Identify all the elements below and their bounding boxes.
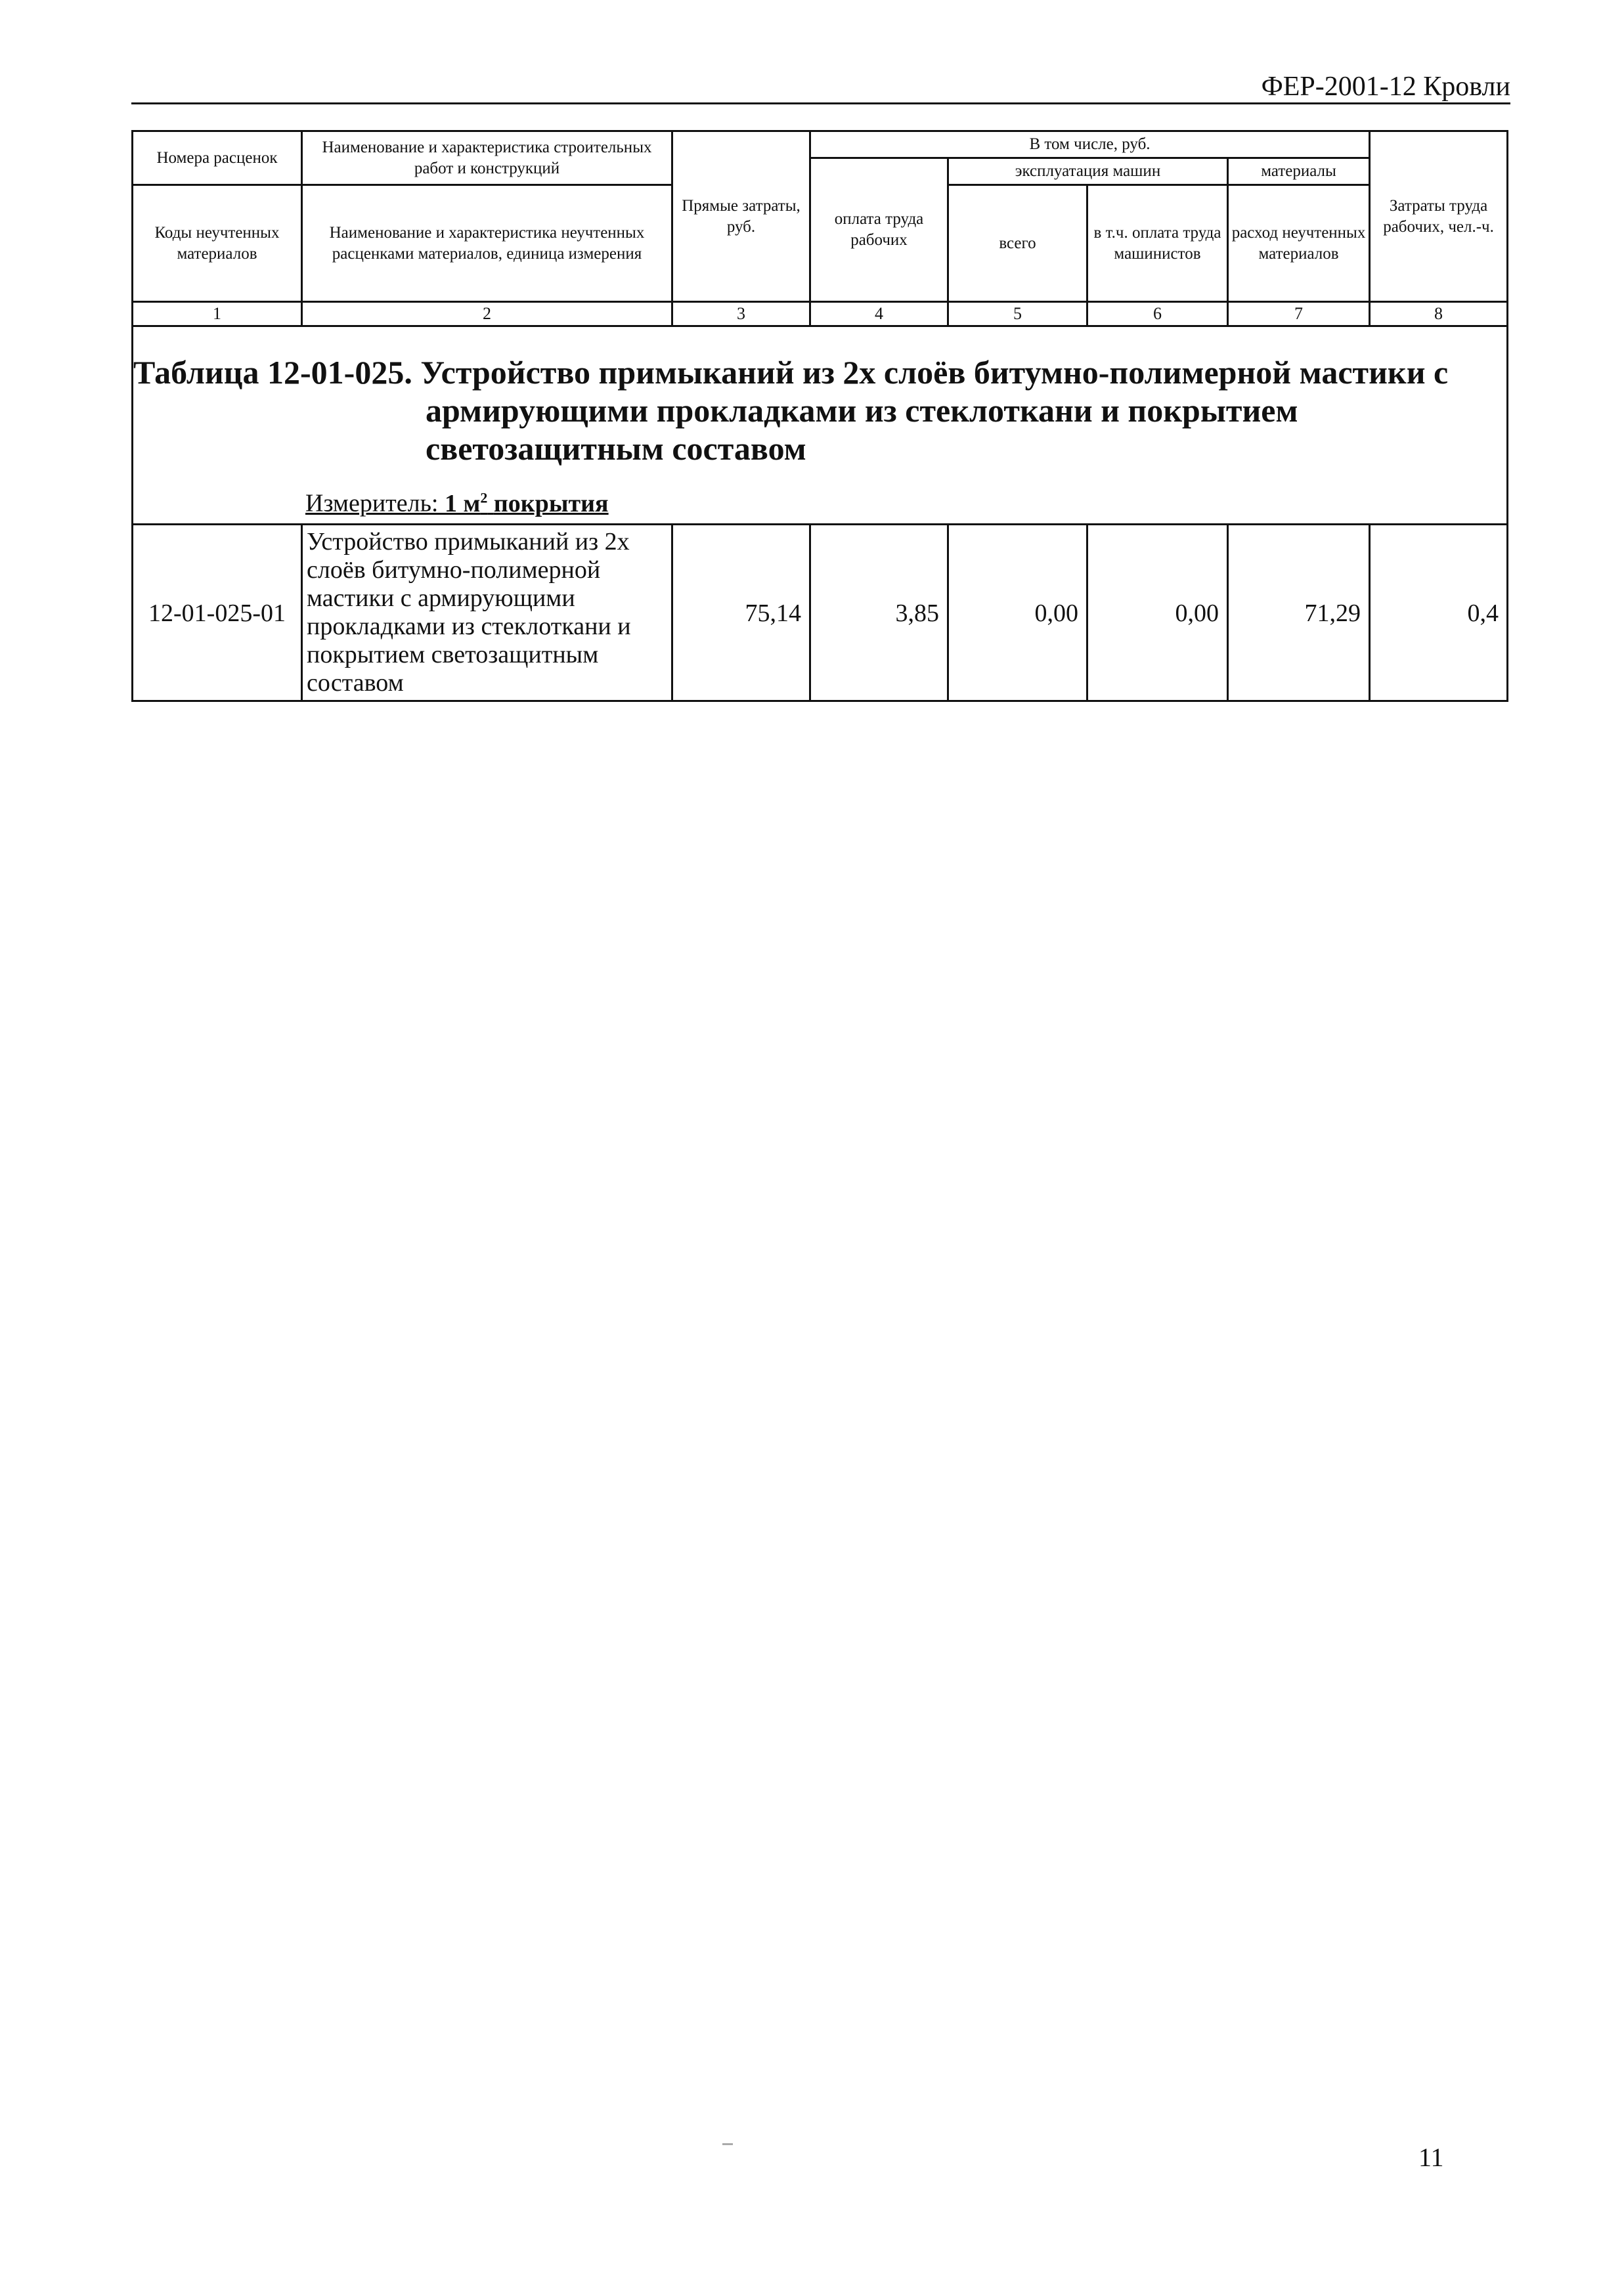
scan-artifact <box>722 2143 733 2145</box>
column-number: 6 <box>1087 302 1228 326</box>
header-machinists-pay: в т.ч. оплата труда машинистов <box>1087 185 1228 302</box>
column-number: 7 <box>1228 302 1370 326</box>
column-number: 3 <box>672 302 810 326</box>
machines-total-value: 0,00 <box>948 524 1087 701</box>
column-numbers-row <box>133 302 1508 326</box>
header-group-materials: материалы <box>1228 158 1370 185</box>
header-materials-usage: расход неучтенных материалов <box>1228 185 1370 302</box>
column-number: 2 <box>302 302 672 326</box>
header-material-names: Наименование и характеристика неучтенных расценками материалов, единица измерения <box>302 185 672 302</box>
column-number: 4 <box>810 302 948 326</box>
labor-hours-value: 0,4 <box>1370 524 1508 701</box>
header-machines-total: всего <box>948 185 1087 302</box>
header-direct-costs: Прямые затраты, руб. <box>672 131 810 302</box>
header-group-total: В том числе, руб. <box>810 131 1370 158</box>
direct-costs-value: 75,14 <box>672 524 810 701</box>
column-number: 5 <box>948 302 1087 326</box>
work-name: Устройство примыканий из 2х слоёв битумно-полимерной мастики с армирующими прокладками из стеклоткани и покрытием светозащитным составом <box>302 524 672 701</box>
header-group-machines: эксплуатация машин <box>948 158 1228 185</box>
machinists-pay-value: 0,00 <box>1087 524 1228 701</box>
header-labor-pay: оплата труда рабочих <box>810 158 948 302</box>
measure-unit: Измеритель: 1 $м^2$ покрытия <box>305 489 609 517</box>
header-material-codes: Коды неучтенных материалов <box>133 185 302 302</box>
rates-table <box>131 130 1508 702</box>
column-number: 8 <box>1370 302 1508 326</box>
page-number: 11 <box>1418 2143 1444 2172</box>
header-labor-hours: Затраты труда рабочих, чел.-ч. <box>1370 131 1508 302</box>
column-number: 1 <box>133 302 302 326</box>
rate-code: 12-01-025-01 <box>133 524 302 701</box>
running-head <box>131 71 1510 104</box>
labor-pay-value: 3,85 <box>810 524 948 701</box>
table-caption <box>133 326 1508 525</box>
running-head-text: ФЕР-2001-12 Кровли <box>1261 72 1510 102</box>
header-work-name: Наименование и характеристика строительных работ и конструкций <box>302 131 672 185</box>
materials-value: 71,29 <box>1228 524 1370 701</box>
table-title: Таблица 12-01-025. Устройство примыканий из 2х слоёв битумно-полимерной мастики с армирующими прокладками из стеклоткани и покрытием светозащитным составом <box>133 354 1449 467</box>
table-row <box>133 524 1508 701</box>
header-rate-numbers: Номера расценок <box>133 131 302 185</box>
